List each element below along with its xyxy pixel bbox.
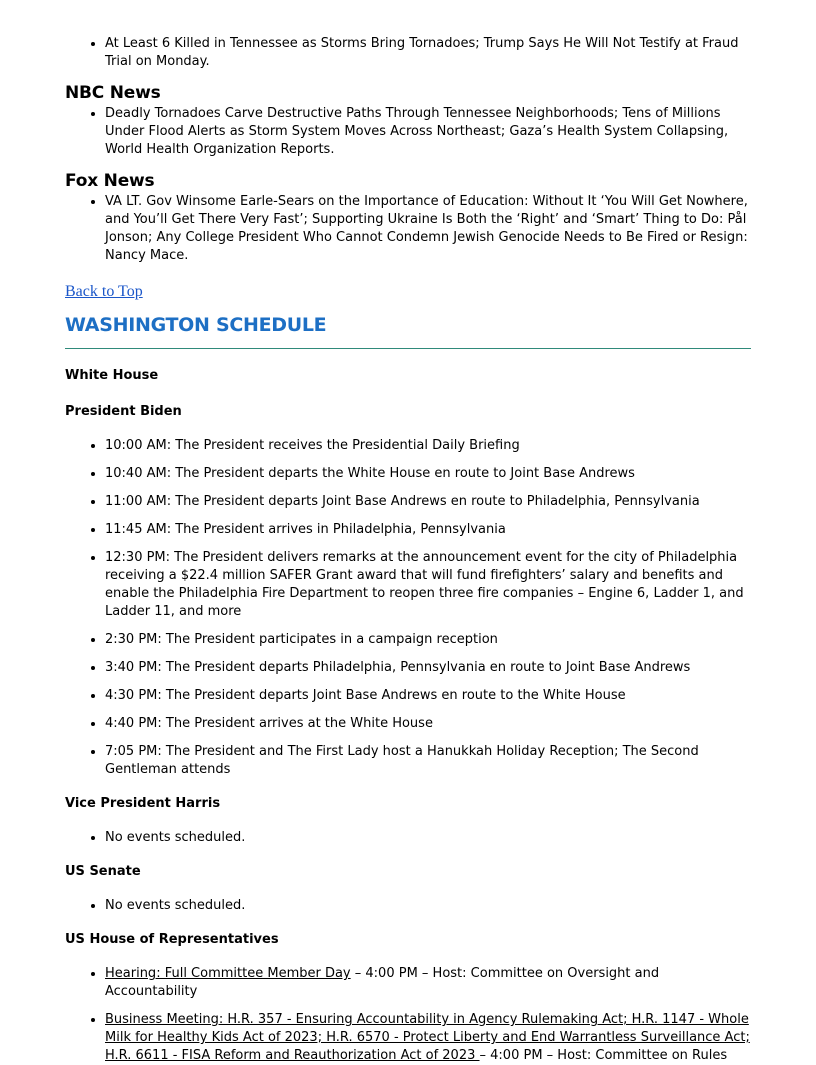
schedule-item: • No events scheduled. — [105, 829, 751, 847]
fox-heading: Fox News — [65, 171, 155, 191]
list-item: • Deadly Tornadoes Carve Destructive Paths Through Tennessee Neighborhoods; Tens of Millions Under Flood Alerts as Storm System Moves Across Northeast; Gaza’s Health System Collapsing, World Health Organization Reports. — [105, 105, 751, 159]
schedule-item: • 11:00 AM: The President departs Joint Base Andrews en route to Philadelphia, Pennsylvania — [105, 493, 751, 511]
white-house-heading: White House — [65, 368, 159, 383]
schedule-item: • 2:30 PM: The President participates in a campaign reception — [105, 631, 751, 649]
schedule-item: • 4:30 PM: The President departs Joint Base Andrews en route to the White House — [105, 687, 751, 705]
section-title: WASHINGTON SCHEDULE — [65, 314, 327, 336]
schedule-item: • 4:40 PM: The President arrives at the White House — [105, 715, 751, 733]
schedule-item: • 7:05 PM: The President and The First Lady host a Hanukkah Holiday Reception; The Second Gentleman attends — [105, 743, 751, 779]
newsletter-page — [65, 0, 751, 1065]
president-schedule — [65, 437, 751, 779]
section-divider — [65, 348, 751, 349]
hearing-link[interactable]: Hearing: Full Committee Member Day — [105, 966, 351, 981]
fox-list — [65, 193, 751, 265]
schedule-item: • No events scheduled. — [105, 897, 751, 915]
list-item: • VA LT. Gov Winsome Earle-Sears on the Importance of Education: Without It ‘You Will Get Nowhere, and You’ll Get There Very Fast’; Supporting Ukraine Is Both the ‘Right’ and ‘Smart’ Thing to Do: Pål Jonson; Any College President Who Cannot Condemn Jewish Genocide Needs to Be Fired or Resign: Nancy Mace. — [105, 193, 751, 265]
schedule-item — [105, 965, 751, 1001]
back-to-top-link[interactable]: Back to Top — [65, 283, 143, 300]
hearing-details: – 4:00 PM – Host: Committee on Oversight and Accountability — [105, 966, 660, 999]
senate-heading: US Senate — [65, 864, 141, 879]
business-meeting-link[interactable]: Business Meeting: H.R. 357 - Ensuring Accountability in Agency Rulemaking Act; H.R. 1147 - Whole Milk for Healthy Kids Act of 2023; H.R. 6570 - Protect Liberty and End Warrantless Surveillance Act; H.R. 6611 - FISA Reform and Reauthorization Act of 2023 — [105, 1012, 750, 1063]
business-meeting-details: – 4:00 PM – Host: Committee on Rules — [479, 1048, 728, 1063]
news-list-top — [65, 35, 751, 71]
list-item: • At Least 6 Killed in Tennessee as Storms Bring Tornadoes; Trump Says He Will Not Testify at Fraud Trial on Monday. — [105, 35, 751, 71]
schedule-item: • 10:40 AM: The President departs the White House en route to Joint Base Andrews — [105, 465, 751, 483]
vp-schedule — [65, 829, 751, 847]
schedule-item: • 11:45 AM: The President arrives in Philadelphia, Pennsylvania — [105, 521, 751, 539]
schedule-item: • 3:40 PM: The President departs Philadelphia, Pennsylvania en route to Joint Base Andrews — [105, 659, 751, 677]
vp-heading: Vice President Harris — [65, 796, 221, 811]
schedule-item: • 10:00 AM: The President receives the Presidential Daily Briefing — [105, 437, 751, 455]
senate-schedule — [65, 897, 751, 915]
house-schedule — [65, 965, 751, 1065]
schedule-item: • 12:30 PM: The President delivers remarks at the announcement event for the city of Philadelphia receiving a $22.4 million SAFER Grant award that will fund firefighters’ salary and benefits and enable the Philadelphia Fire Department to reopen three fire companies – Engine 6, Ladder 1, and Ladder 11, and more — [105, 549, 751, 621]
schedule-item — [105, 1011, 751, 1065]
president-heading: President Biden — [65, 404, 182, 419]
nbc-list — [65, 105, 751, 159]
house-heading: US House of Representatives — [65, 932, 279, 947]
nbc-heading: NBC News — [65, 83, 161, 103]
